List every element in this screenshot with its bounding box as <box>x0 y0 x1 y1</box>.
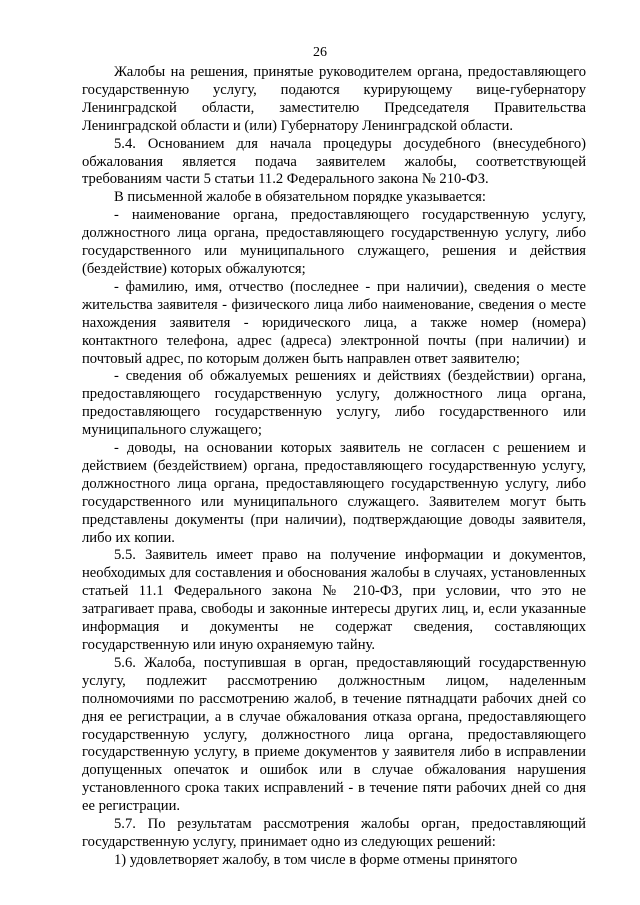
paragraph-5-5: 5.5. Заявитель имеет право на получение информации и документов, необходимых для составления и обоснования жалобы в случаях, установленных статьей 11.1 Федерального закона № 210-ФЗ, при условии, что это не затрагивает права, свободы и законные интересы других лиц, и, если указанные информация и документы не содержат сведения, составляющих государственную или иную охраняемую тайну. <box>82 547 586 653</box>
page-number: 26 <box>313 45 327 60</box>
paragraph-5-4: 5.4. Основанием для начала процедуры досудебного (внесудебного) обжалования является подача заявителем жалобы, соответствующей требованиям части 5 статьи 11.2 Федерального закона № 210-ФЗ. <box>82 135 586 188</box>
paragraph-complaints-heads: Жалобы на решения, принятые руководителем органа, предоставляющего государственную услугу, подаются курирующему вице-губернатору Ленинградской области, заместителю Председателя Правительства Ленинградской области и (или) Губернатору Ленинградской области. <box>82 64 586 134</box>
list-item-applicant-info: - фамилию, имя, отчество (последнее - при наличии), сведения о месте жительства заявителя - физического лица либо наименование, сведения о месте нахождения заявителя - юридического лица, а также номер (номера) контактного телефона, адрес (адреса) электронной почты (при наличии) и почтовый адрес, по которым должен быть направлен ответ заявителю; <box>82 278 586 367</box>
list-item-appealed-decisions: - сведения об обжалуемых решениях и действиях (бездействии) органа, предоставляющего государственную услугу, должностного лица органа, предоставляющего государственную услугу, либо государственного или муниципального служащего; <box>82 368 586 439</box>
list-item-organ-name: - наименование органа, предоставляющего государственную услугу, должностного лица органа, предоставляющего государственную услугу, либо государственного или муниципального служащего, решения и действия (бездействие) которых обжалуются; <box>82 207 586 277</box>
list-item-arguments: - доводы, на основании которых заявитель не согласен с решением и действием (бездействием) органа, предоставляющего государственную услугу, должностного лица органа, предоставляющего государственную услугу, либо государственного или муниципального служащего. Заявителем могут быть представлены документы (при наличии), подтверждающие доводы заявителя, либо их копии. <box>82 440 586 546</box>
paragraph-5-6: 5.6. Жалоба, поступившая в орган, предоставляющий государственную услугу, подлежит рассмотрению должностным лицом, наделенным полномочиями по рассмотрению жалоб, в течение пятнадцати рабочих дней со дня ее регистрации, а в случае обжалования отказа органа, предоставляющего государственную услугу, должностного лица органа, предоставляющего государственную услугу, в приеме документов у заявителя либо в исправлении допущенных опечаток и ошибок или в случае обжалования нарушения установленного срока таких исправлений - в течение пяти рабочих дней со дня ее регистрации. <box>82 654 586 815</box>
paragraph-5-7: 5.7. По результатам рассмотрения жалобы орган, предоставляющий государственную услугу, принимает одно из следующих решений: <box>82 816 586 850</box>
list-item-satisfy-complaint: 1) удовлетворяет жалобу, в том числе в форме отмены принятого <box>114 851 518 868</box>
paragraph-written-complaint: В письменной жалобе в обязательном порядке указывается: <box>114 189 486 206</box>
document-body <box>82 64 586 870</box>
